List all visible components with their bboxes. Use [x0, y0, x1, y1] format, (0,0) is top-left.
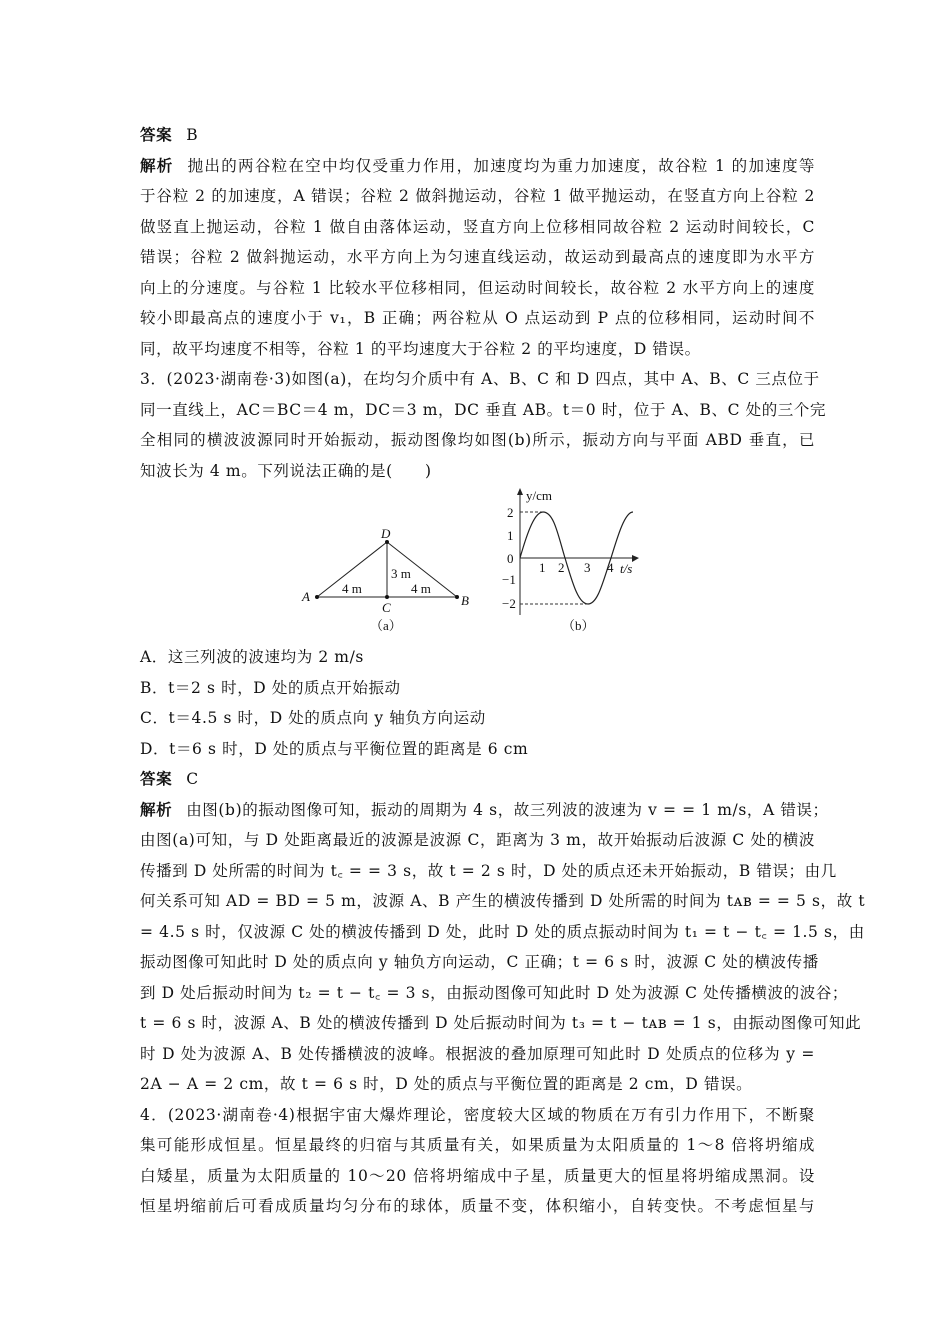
analysis-text: 由图(b)的振动图像可知，振动的周期为 4 s，故三列波的波速为 v = = 1 m/s，A 错误；	[186, 800, 829, 819]
point-b-label: B	[461, 593, 469, 608]
x-tick: 3	[584, 560, 591, 575]
answer-value: C	[186, 770, 199, 788]
figure-b-caption: （b）	[562, 618, 595, 633]
answer-value: B	[186, 126, 199, 144]
question-figures	[290, 480, 660, 640]
point-a-label: A	[302, 589, 310, 604]
y-axis-label: y/cm	[526, 488, 552, 503]
question-line: 白矮星，质量为太阳质量的 10～20 倍将坍缩成中子星，质量更大的恒星将坍缩成黑洞。设	[140, 1166, 815, 1185]
analysis-line: = 4.5 s 时，仅波源 C 处的横波传播到 D 处，此时 D 处的质点振动时间为 t₁ = t − t꜀ = 1.5 s，由	[140, 922, 865, 941]
question-line: 全相同的横波波源同时开始振动，振动图像均如图(b)所示，振动方向与平面 ABD 垂直，已	[140, 431, 815, 449]
option-b: B．t＝2 s 时，D 处的质点开始振动	[140, 678, 401, 697]
point-d-label: D	[381, 526, 391, 541]
analysis-line: 振动图像可知此时 D 处的质点向 y 轴负方向运动，C 正确；t = 6 s 时，波源 C 处的横波传播	[140, 953, 819, 971]
y-tick: −1	[502, 572, 516, 587]
analysis-line: 较小即最高点的速度小于 v₁，B 正确；两谷粒从 O 点运动到 P 点的位移相同，运动时间不	[140, 309, 815, 327]
y-tick: 0	[507, 551, 514, 566]
analysis-label: 解析	[140, 799, 173, 819]
question-line: 同一直线上，AC＝BC＝4 m，DC＝3 m，DC 垂直 AB。t＝0 时，位于 A、B、C 处的三个完	[140, 400, 827, 419]
figure-a-caption: （a）	[370, 618, 402, 633]
option-a: A．这三列波的波速均为 2 m/s	[140, 648, 364, 666]
question-line: 集可能形成恒星。恒星最终的归宿与其质量有关，如果质量为太阳质量的 1～8 倍将坍缩成	[140, 1136, 815, 1154]
y-tick: 1	[507, 528, 514, 543]
y-tick: −2	[502, 596, 516, 611]
x-axis-label: t/s	[620, 561, 633, 576]
question-line: 知波长为 4 m。下列说法正确的是( )	[140, 461, 432, 480]
segment-cb-label: 4 m	[411, 581, 431, 596]
question-line: 4．(2023·湖南卷·4)根据宇宙大爆炸理论，密度较大区域的物质在万有引力作用下，不断聚	[140, 1105, 815, 1124]
analysis-line: 向上的分速度。与谷粒 1 比较水平位移相同，但运动时间较长，故谷粒 2 水平方向上的速度	[140, 278, 815, 297]
answer-label: 答案	[140, 769, 173, 788]
segment-dc-label: 3 m	[391, 566, 411, 581]
x-tick: 2	[558, 560, 565, 575]
x-tick: 1	[539, 560, 546, 575]
analysis-line	[140, 151, 815, 182]
analysis-line: 由图(a)可知，与 D 处距离最近的波源是波源 C，距离为 3 m，故开始振动后波源 C 处的横波	[140, 831, 815, 849]
question-line: 恒星坍缩前后可看成质量均匀分布的球体，质量不变，体积缩小，自转变快。不考虑恒星与	[140, 1197, 815, 1215]
analysis-label: 解析	[140, 155, 174, 175]
option-c: C．t＝4.5 s 时，D 处的质点向 y 轴负方向运动	[140, 709, 486, 727]
answer-label: 答案	[140, 125, 173, 144]
analysis-line: 同，故平均速度不相等，谷粒 1 的平均速度大于谷粒 2 的平均速度，D 错误。	[140, 339, 701, 358]
analysis-line: 做竖直上抛运动，谷粒 1 做自由落体运动，竖直方向上位移相同故谷粒 2 运动时间较长，C	[140, 217, 815, 236]
analysis-line: 错误；谷粒 2 做斜抛运动，水平方向上为匀速直线运动，故运动到最高点的速度即为水平方	[140, 248, 815, 266]
figure-b-vibration-graph	[502, 488, 639, 633]
option-d: D．t＝6 s 时，D 处的质点与平衡位置的距离是 6 cm	[140, 739, 529, 758]
x-tick: 4	[607, 560, 614, 575]
analysis-line: 传播到 D 处所需的时间为 t꜀ = = 3 s，故 t = 2 s 时，D 处的质点还未开始振动，B 错误；由几	[140, 861, 837, 880]
analysis-line: 时 D 处为波源 A、B 处传播横波的波峰。根据波的叠加原理可知此时 D 处质点的位移为 y =	[140, 1044, 815, 1063]
question-line: 3．(2023·湖南卷·3)如图(a)，在均匀介质中有 A、B、C 和 D 四点，其中 A、B、C 三点位于	[140, 370, 820, 388]
figure-a-triangle	[301, 526, 469, 633]
section-q2-solution	[140, 120, 827, 486]
analysis-line: 到 D 处后振动时间为 t₂ = t − t꜀ = 3 s，由振动图像可知此时 D 处为波源 C 处传播横波的波谷；	[140, 983, 849, 1002]
y-tick: 2	[507, 505, 514, 520]
point-c-label: C	[382, 600, 391, 615]
analysis-line: t = 6 s 时，波源 A、B 处的横波传播到 D 处后振动时间为 t₃ = t − tᴀʙ = 1 s，由振动图像可知此	[140, 1014, 862, 1032]
analysis-line: 2A − A = 2 cm，故 t = 6 s 时，D 处的质点与平衡位置的距离是 2 cm，D 错误。	[140, 1075, 753, 1093]
analysis-line	[140, 795, 829, 826]
section-q3-options-solution	[140, 642, 866, 1222]
analysis-line: 何关系可知 AD = BD = 5 m，波源 A、B 产生的横波传播到 D 处所需的时间为 tᴀʙ = = 5 s，故 t	[140, 892, 866, 910]
segment-ac-label: 4 m	[342, 581, 362, 596]
answer-line	[140, 120, 815, 151]
analysis-text: 抛出的两谷粒在空中均仅受重力作用，加速度均为重力加速度，故谷粒 1 的加速度等	[187, 156, 815, 175]
answer-line	[140, 764, 815, 795]
analysis-line: 于谷粒 2 的加速度，A 错误；谷粒 2 做斜抛运动，谷粒 1 做平抛运动，在竖直方向上谷粒 2	[140, 187, 815, 205]
